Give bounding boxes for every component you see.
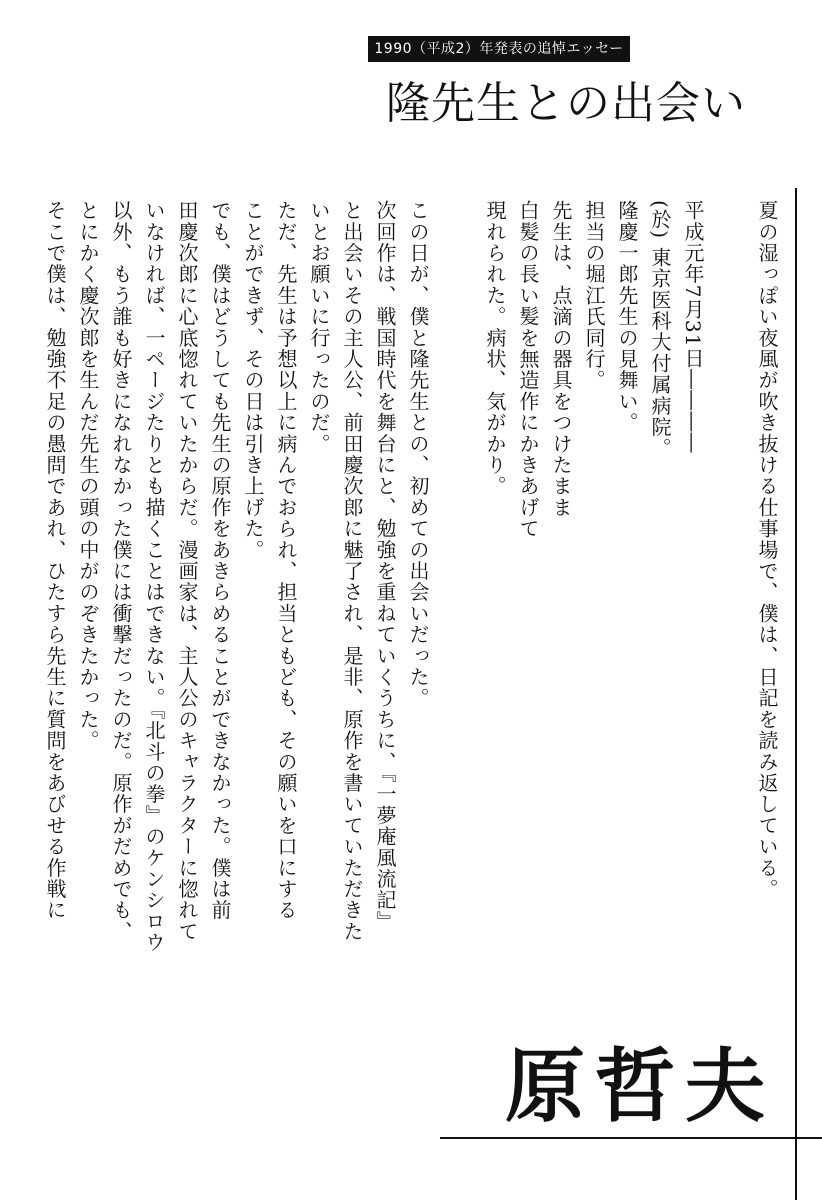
text-column: いとお願いに行ったのだ。 bbox=[307, 200, 331, 455]
text-column: とにかく慶次郎を生んだ先生の頭の中がのぞきたかった。 bbox=[76, 200, 100, 752]
frame-rule-horizontal bbox=[440, 1137, 822, 1139]
text-column: でも、僕はどうしても先生の原作をあきらめることができなかった。僕は前 bbox=[208, 200, 232, 921]
diary-column: 現れられた。病状、気がかり。 bbox=[483, 200, 507, 497]
text-column: 夏の湿っぽい夜風が吹き抜ける仕事場で、僕は、日記を読み返している。 bbox=[755, 200, 779, 900]
section-banner: 1990（平成2）年発表の追悼エッセー bbox=[368, 36, 630, 62]
diary-column: (於) 東京医科大付属病院。 bbox=[648, 200, 672, 459]
text-column: そこで僕は、勉強不足の愚問であれ、ひたすら先生に質問をあびせる作戦に bbox=[43, 200, 67, 921]
text-column: ただ、先生は予想以上に病んでおられ、担当ともども、その願いを口にする bbox=[274, 200, 298, 921]
diary-column: 白髪の長い髪を無造作にかきあげて bbox=[516, 200, 540, 540]
text-column: いなければ、一ページたりとも描くことはできない。『北斗の拳』のケンシロウ bbox=[142, 200, 166, 954]
diary-column: 平成元年7月31日―――― bbox=[681, 200, 705, 454]
text-column: 田慶次郎に心底惚れていたからだ。漫画家は、主人公のキャラクターに惚れて bbox=[175, 200, 199, 942]
diary-column: 隆慶一郎先生の見舞い。 bbox=[615, 200, 639, 434]
text-column: 以外、もう誰も好きになれなかった僕には衝撃だったのだ。原作がだめでも、 bbox=[109, 200, 133, 942]
text-column: と出会いその主人公、前田慶次郎に魅了され、是非、原作を書いていただきた bbox=[340, 200, 364, 942]
frame-rule-vertical bbox=[795, 188, 797, 1200]
diary-column: 担当の堀江氏同行。 bbox=[582, 200, 606, 391]
text-column: 次回作は、戦国時代を舞台にと、勉強を重ねていくうちに、『一夢庵風流記』 bbox=[373, 200, 397, 932]
text-column: この日が、僕と隆先生との、初めての出会いだった。 bbox=[406, 200, 430, 709]
text-column: ことができず、その日は引き上げた。 bbox=[241, 200, 265, 561]
diary-column: 先生は、点滴の器具をつけたまま bbox=[549, 200, 573, 518]
essay-title: 隆先生との出会い bbox=[386, 78, 746, 129]
author-name: 原哲夫 bbox=[505, 1040, 775, 1132]
